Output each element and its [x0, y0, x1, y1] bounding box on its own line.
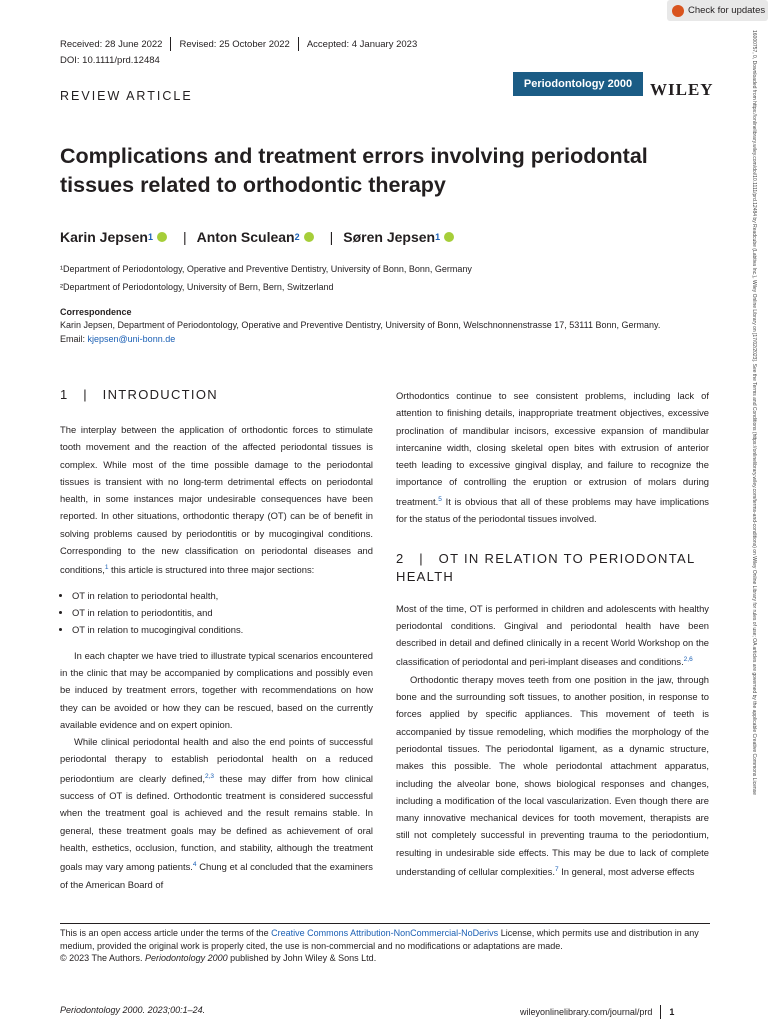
article-type: REVIEW ARTICLE — [60, 89, 193, 103]
affiliation: ²Department of Periodontology, University of Bern, Bern, Switzerland — [60, 282, 334, 292]
correspondence-address: Karin Jepsen, Department of Periodontology, Operative and Preventive Dentistry, University of Bonn, Welschnonnenstrasse 17, 53111 Bonn, Germany. — [60, 320, 661, 330]
citation-link[interactable]: 2,6 — [683, 656, 693, 664]
paragraph: The interplay between the application of orthodontic forces to stimulate tooth movement and the reaction of the affected periodontal tissues is complex. While most of the time possible damage to the periodontal tissues is transient with no long-term detrimental effects on periodontal health, in some instances major undesirable consequences have been reported. In other situations, orthodontic therapy (OT) can be of benefit in solving problems caused by periodontitis or by mucogingival conditions. Corresponding to the new classification on periodontal diseases and conditions,$^1$ this article is structured into three major sections: — [60, 424, 373, 576]
article-title: Complications and treatment errors involving periodontal tissues related to orthodontic therapy — [60, 144, 648, 197]
page-footer — [520, 1005, 674, 1019]
citation-link[interactable]: 5 — [438, 495, 442, 503]
journal-url[interactable]: wileyonlinelibrary.com/journal/prd — [520, 1007, 653, 1017]
section-heading: 1 | INTRODUCTION — [60, 387, 218, 402]
author-name[interactable]: Karin Jepsen — [60, 229, 148, 245]
author-separator: | — [182, 229, 187, 245]
list-item: • OT in relation to periodontal health, — [72, 587, 373, 604]
divider — [660, 1005, 661, 1019]
journal-badge: Periodontology 2000 — [513, 72, 643, 96]
paragraph: While clinical periodontal health and also the end points of successful periodontal therapy to establish periodontal health on a reduced periodontium are clearly defined,$^{2,3}$ these may differ from how clinical success of OT is defined. Orthodontic treatment is considered successful when the treatment goal is achieved and the result remains stable. In general, these treatment goals may be defined as achievement of oral health, esthetics, occlusion, function, and stability, although the treatment goals may vary among patients.$^4$ Chung et al concluded that the examiners of the American Board of — [60, 736, 373, 890]
crossmark-icon — [672, 5, 684, 17]
revised-date: Revised: 25 October 2022 — [179, 38, 290, 50]
journal-name: Periodontology 2000 — [145, 953, 228, 963]
author-affiliation-mark: 2 — [294, 232, 300, 242]
citation-link[interactable]: 7 — [554, 866, 559, 874]
paragraph: Orthodontics continue to see consistent problems, including lack of attention to finishing details, inappropriate treatment objectives, excessive proclination of mandibular incisors, excessive expansion of mandibular intercanine width, closing skeletal open bites with extrusion of anterior teeth leading to excessive gingival display, and failure to recognize the importance of controlling the eruption or extrusion of molars during treatment.$^5$ It is obvious that all of these problems may have implications for the status of the periodontal tissues involved. — [396, 390, 709, 525]
article-dates — [60, 37, 417, 51]
author-name[interactable]: Søren Jepsen — [343, 229, 436, 245]
email-link[interactable]: kjepsen@uni-bonn.de — [87, 334, 176, 344]
list-item: • OT in relation to mucogingival conditions. — [72, 621, 373, 638]
author-list — [60, 229, 460, 245]
citation-link[interactable]: 1 — [104, 564, 109, 572]
divider — [170, 37, 171, 51]
footer-divider — [60, 923, 710, 924]
divider — [298, 37, 299, 51]
accepted-date: Accepted: 4 January 2023 — [306, 38, 418, 50]
download-notice-text: 16000757, 0, Downloaded from https://onlinelibrary.wiley.com/doi/10.1111/prd.12484 by Readcube (Labtiva Inc.), Wiley Online Library on [17/02/2023]. See the Terms and Conditions (https://onlinelibrary.wiley.com/terms-and-conditions) on Wiley Online Library for rules of use; OA articles are governed by the applicable Creative Commons License — [751, 30, 757, 795]
author-separator: | — [329, 229, 334, 245]
page-number: 1 — [669, 1007, 675, 1017]
bullet-list — [60, 587, 373, 639]
download-notice-sidebar — [747, 30, 757, 1010]
section-heading: 2 | OT IN RELATION TO PERIODONTAL HEALTH — [396, 550, 700, 584]
orcid-icon[interactable] — [157, 232, 167, 242]
correspondence-heading: Correspondence — [60, 307, 132, 317]
orcid-icon[interactable] — [304, 232, 314, 242]
license-link[interactable]: Creative Commons Attribution-NonCommercial-NoDerivs — [271, 928, 499, 938]
orcid-icon[interactable] — [444, 232, 454, 242]
received-date: Received: 28 June 2022 — [60, 38, 163, 50]
paragraph: In each chapter we have tried to illustrate typical scenarios encountered in the clinic that may be accompanied by complications and possibly even be induced by treatment errors, together with recommendations on how they can be avoided or how they can be rescued, based on the currently available evidence and on expert opinion. — [60, 649, 373, 730]
paragraph: Orthodontic therapy moves teeth from one position in the jaw, through bone and the surrounding soft tissues, to another position, in response to forces applied by specific appliances. This movement of teeth is accompanied by tissue remodeling, which modifies the morphology of the periodontal tissues. The periodontal ligament, as a dynamic structure, makes this possible. The whole periodontal attachment apparatus, including the alveolar bone, shows biological responses and changes, including a modification of the local vascularization. Even though there are many innovative mechanical devices for tooth movement, therapists are still not completely successful in preventing trauma to the periodontium, resulting in undesirable side effects. This may be due to lack of complete understanding of cellular complexities.$^7$ In general, most adverse effects — [396, 673, 709, 878]
paragraph: Most of the time, OT is performed in children and adolescents with healthy periodontal conditions. Gingival and periodontal health have been described in detail and defined clinically in a recent World Workshop on the classification of periodontal and peri-implant diseases and conditions.$^{2,6}$ — [396, 602, 709, 668]
citation-link[interactable]: 4 — [192, 861, 197, 869]
left-column — [60, 421, 373, 893]
doi[interactable]: DOI: 10.1111/prd.12484 — [60, 55, 160, 66]
email-label: Email: — [60, 334, 88, 344]
author-name[interactable]: Anton Sculean — [196, 229, 295, 245]
citation-footer: Periodontology 2000. 2023;00:1–24. — [60, 1005, 206, 1015]
check-for-updates-button[interactable] — [667, 0, 768, 21]
publisher-logo: WILEY — [650, 80, 714, 99]
author-affiliation-mark: 1 — [147, 232, 153, 242]
author-affiliation-mark: 1 — [435, 232, 441, 242]
license-notice: This is an open access article under the terms of the Creative Commons Attribution-NonCommercial-NoDerivs License, which permits use and distribution in any medium, provided the original work is properly cited, the use is non-commercial and no modifications or adaptations are made. © 2023 The Authors. Periodontology 2000 published by John Wiley & Sons Ltd. — [60, 928, 699, 963]
affiliation: ¹Department of Periodontology, Operative and Preventive Dentistry, University of Bonn, Bonn, Germany — [60, 264, 472, 274]
list-item: • OT in relation to periodontitis, and — [72, 604, 373, 621]
citation-link[interactable]: 2,3 — [204, 772, 215, 780]
right-column — [396, 387, 709, 881]
correspondence-email-line — [60, 334, 175, 344]
check-for-updates-label: Check for updates — [688, 5, 766, 16]
